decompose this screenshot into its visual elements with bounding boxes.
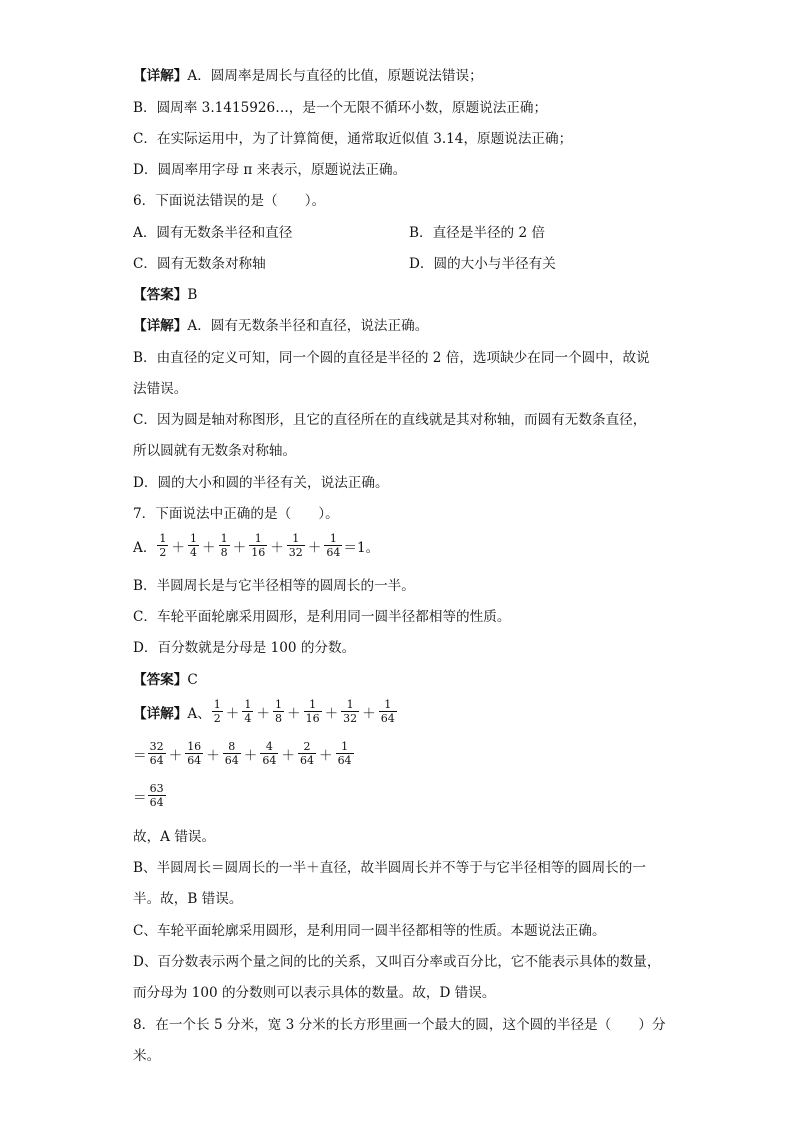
explanation-7d: D、百分数表示两个量之间的比的关系，又叫百分率或百分比，它不能表示具体的数量，: [133, 954, 661, 970]
explanation-6a: [133, 317, 428, 335]
fraction: $\frac{4}{64}$: [262, 740, 277, 767]
fraction: $\frac{1}{8}$: [274, 698, 282, 725]
option-7a: [133, 532, 379, 559]
explanation-text: A．圆有无数条半径和直径，说法正确。: [187, 318, 429, 334]
explanation-7b-cont: 半。故，B 错误。: [133, 891, 243, 907]
answer-6: [133, 286, 197, 304]
plus-sign: ＋: [243, 747, 258, 764]
plus-sign: ＋: [324, 705, 339, 722]
fraction: $\frac{1}{16}$: [305, 698, 320, 725]
question-7: 7．下面说法中正确的是（ ）。: [133, 506, 339, 522]
plus-sign: ＋: [256, 705, 270, 722]
explanation-line: B．圆周率 3.1415926…，是一个无限不循环小数，原题说法正确；: [133, 100, 548, 116]
explanation-7a: [133, 698, 398, 725]
option-label: A、: [187, 705, 211, 722]
option-7d: D．百分数就是分母是 100 的分数。: [133, 640, 356, 656]
fraction: $\frac{1}{64}$: [337, 740, 352, 767]
option-6b: B．直径是半径的 2 倍: [409, 225, 546, 241]
explanation-text: A．圆周率是周长与直径的比值，原题说法错误；: [187, 68, 483, 84]
plus-sign: ＋: [281, 747, 295, 764]
explanation-7c: C、车轮平面轮廓采用圆形，是利用同一圆半径都相等的性质。本题说法正确。: [133, 923, 606, 939]
plus-sign: ＋: [318, 747, 333, 764]
question-6: 6．下面说法错误的是（ ）。: [133, 193, 326, 209]
plus-sign: ＋: [307, 539, 322, 556]
equals-sign: ＝: [133, 789, 147, 806]
explanation-line: C．在实际运用中，为了计算简便，通常取近似值 3.14，原题说法正确；: [133, 131, 573, 147]
fraction: $\frac{2}{64}$: [299, 740, 314, 767]
fraction: $\frac{32}{64}$: [149, 740, 164, 767]
plus-sign: ＋: [168, 747, 183, 764]
explanation-tag: 【详解】: [133, 318, 188, 334]
explanation-6c: C．因为圆是轴对称图形，且它的直径所在的直线就是其对称轴，而圆有无数条直径，: [133, 412, 647, 428]
fraction: $\frac{1}{8}$: [220, 532, 228, 559]
answer-tag: 【答案】: [133, 672, 188, 688]
fraction: $\frac{1}{2}$: [213, 698, 221, 725]
answer-tag: 【答案】: [133, 287, 188, 303]
fraction: $\frac{1}{32}$: [288, 532, 303, 559]
explanation-7b: B、半圆周长＝圆周长的一半＋直径，故半圆周长并不等于与它半径相等的圆周长的一: [133, 860, 646, 876]
plus-sign: ＋: [225, 705, 240, 722]
plus-sign: ＋: [202, 539, 216, 556]
fraction: $\frac{1}{64}$: [380, 698, 395, 725]
question-8: 8．在一个长 5 分米，宽 3 分米的长方形里画一个最大的圆，这个圆的半径是（ ）分: [133, 1017, 666, 1033]
option-6c: C．圆有无数条对称轴: [133, 256, 266, 272]
fraction: $\frac{1}{32}$: [343, 698, 358, 725]
explanation-7d-cont: 而分母为 100 的分数则可以表示具体的数量。故，D 错误。: [133, 985, 496, 1001]
explanation-line: [133, 67, 483, 85]
answer-7: [133, 671, 198, 689]
option-7b: B．半圆周长是与它半径相等的圆周长的一半。: [133, 578, 415, 594]
fraction: $\frac{1}{64}$: [326, 532, 341, 559]
explanation-6d: D．圆的大小和圆的半径有关，说法正确。: [133, 475, 389, 491]
fraction: $\frac{8}{64}$: [224, 740, 239, 767]
fraction: $\frac{1}{4}$: [244, 698, 252, 725]
fraction: $\frac{63}{64}$: [149, 782, 164, 809]
explanation-6b-cont: 法错误。: [133, 381, 188, 397]
option-label: A．: [133, 539, 157, 556]
plus-sign: ＋: [270, 539, 284, 556]
equation-result: [133, 782, 167, 809]
explanation-line: D．圆周率用字母 π 来表示，原题说法正确。: [133, 162, 407, 178]
answer-value: B: [187, 287, 198, 303]
equation-step: [133, 740, 355, 767]
question-8-cont: 米。: [133, 1048, 161, 1064]
fraction: $\frac{16}{64}$: [187, 740, 202, 767]
explanation-7a-conclusion: 故，A 错误。: [133, 829, 216, 845]
explanation-6c-cont: 所以圆就有无数条对称轴。: [133, 443, 297, 459]
plus-sign: ＋: [232, 539, 247, 556]
plus-sign: ＋: [286, 705, 301, 722]
explanation-6b: B．由直径的定义可知，同一个圆的直径是半径的 2 倍，选项缺少在同一个圆中，故说: [133, 350, 650, 366]
plus-sign: ＋: [362, 705, 376, 722]
equation-result: ＝1。: [343, 539, 380, 556]
option-6d: D．圆的大小与半径有关: [409, 256, 556, 272]
option-6a: A．圆有无数条半径和直径: [133, 225, 293, 241]
explanation-tag: 【详解】: [133, 68, 188, 84]
answer-value: C: [187, 672, 198, 688]
fraction: $\frac{1}{4}$: [190, 532, 198, 559]
equals-sign: ＝: [133, 747, 147, 764]
fraction: $\frac{1}{2}$: [159, 532, 167, 559]
plus-sign: ＋: [206, 747, 220, 764]
explanation-tag: 【详解】: [133, 705, 188, 722]
plus-sign: ＋: [171, 539, 186, 556]
option-7c: C．车轮平面轮廓采用圆形，是利用同一圆半径都相等的性质。: [133, 609, 511, 625]
fraction: $\frac{1}{16}$: [251, 532, 266, 559]
